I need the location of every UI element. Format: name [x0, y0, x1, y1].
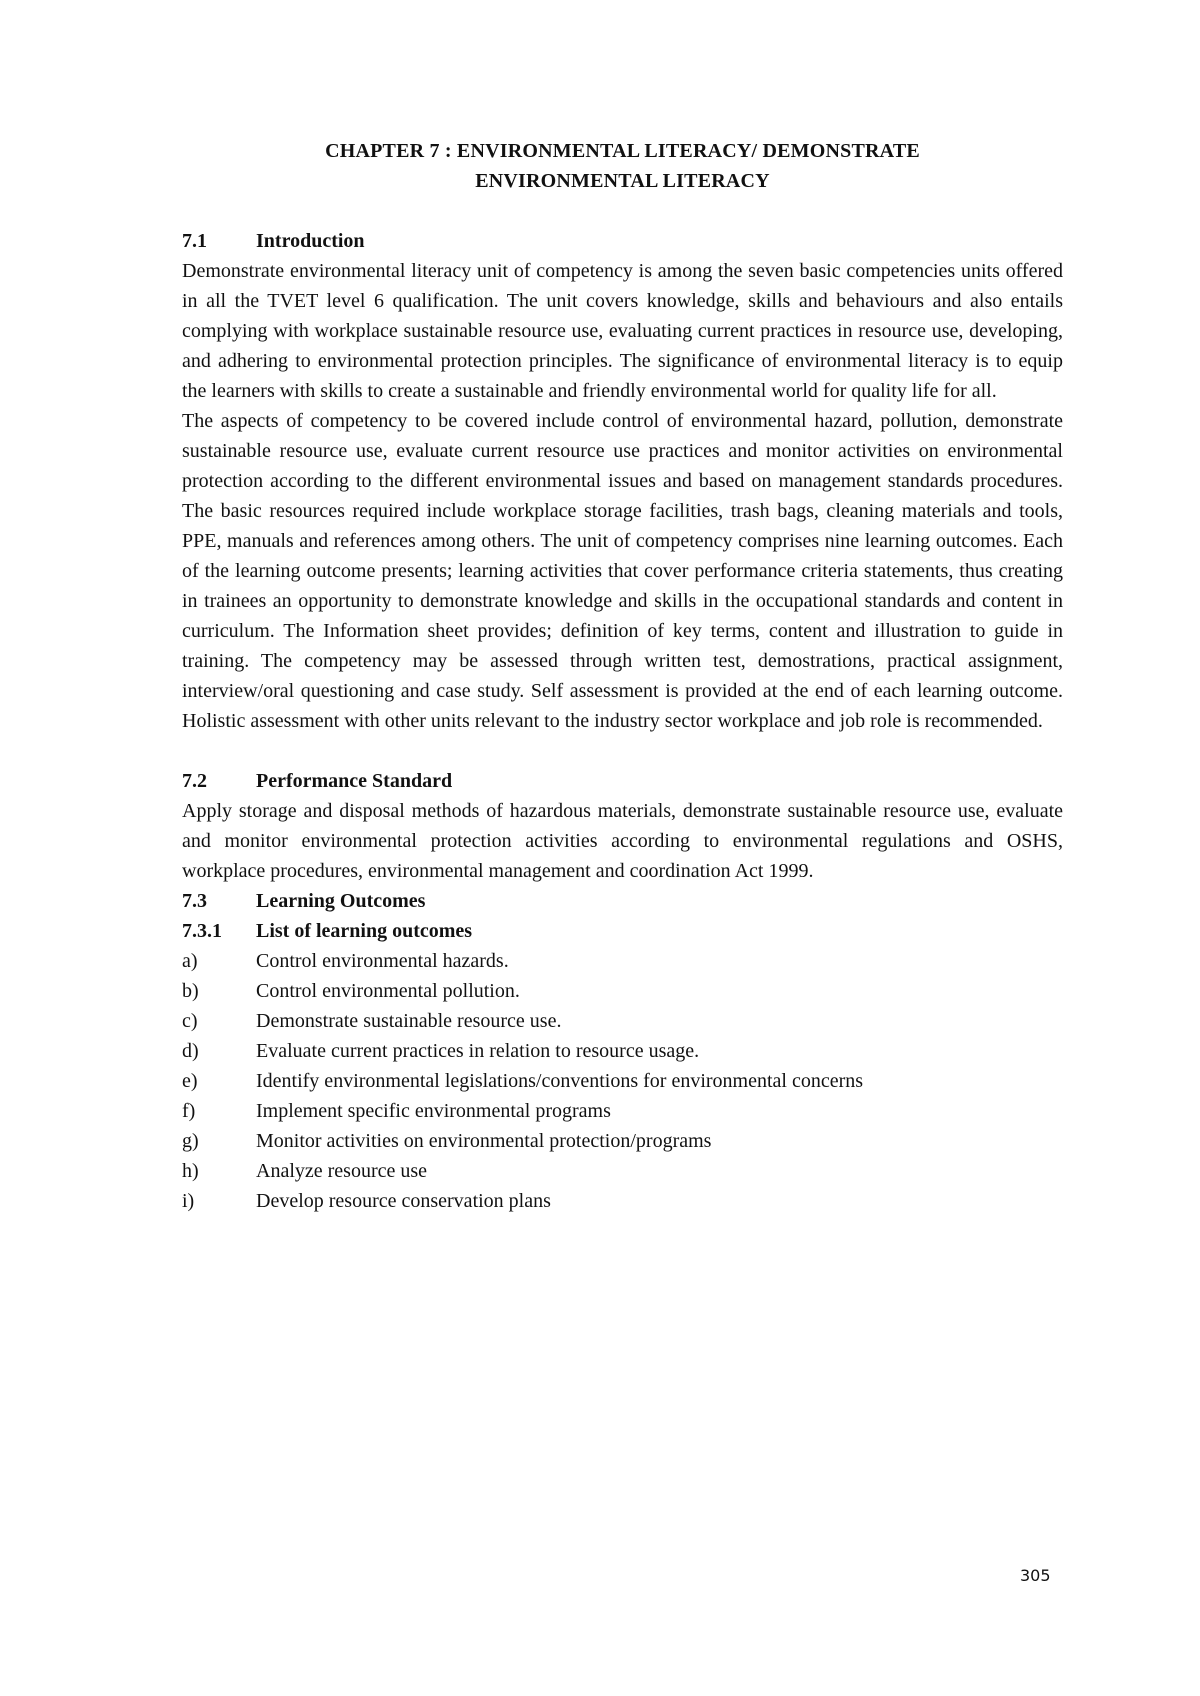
chapter-title-line-1: CHAPTER 7 : ENVIRONMENTAL LITERACY/ DEMONSTRATE — [325, 140, 920, 162]
section-number: 7.3 — [182, 890, 207, 912]
list-item-text: Control environmental hazards. — [256, 950, 509, 972]
list-item — [182, 1186, 1063, 1216]
list-item-text: Control environmental pollution. — [256, 980, 520, 1002]
list-marker: c) — [182, 1010, 198, 1032]
list-item — [182, 1006, 1063, 1036]
list-item-text: Monitor activities on environmental protection/programs — [256, 1130, 712, 1152]
section-number: 7.2 — [182, 770, 207, 792]
subsection-number: 7.3.1 — [182, 920, 222, 942]
document-page — [182, 136, 1063, 1216]
list-marker: h) — [182, 1160, 199, 1182]
intro-paragraph-1: Demonstrate environmental literacy unit of competency is among the seven basic competencies units offered in all the TVET level 6 qualification. The unit covers knowledge, skills and behaviours and also entails complying with workplace sustainable resource use, evaluating current practices in resource use, developing, and adhering to environmental protection principles. The significance of environmental literacy is to equip the learners with skills to create a sustainable and friendly environmental world for quality life for all. — [182, 260, 1063, 402]
list-marker: f) — [182, 1100, 196, 1122]
list-marker: e) — [182, 1070, 198, 1092]
list-item-text: Evaluate current practices in relation to resource usage. — [256, 1040, 700, 1062]
list-marker: g) — [182, 1130, 199, 1152]
list-item — [182, 1126, 1063, 1156]
list-marker: a) — [182, 950, 198, 972]
section-heading-performance-standard — [182, 766, 1063, 796]
list-item-text: Identify environmental legislations/conventions for environmental concerns — [256, 1070, 864, 1092]
section-heading-learning-outcomes — [182, 886, 1063, 916]
subsection-heading-list-of-learning-outcomes — [182, 916, 1063, 946]
chapter-title — [182, 136, 1063, 196]
list-item — [182, 1096, 1063, 1126]
performance-standard-paragraph: Apply storage and disposal methods of hazardous materials, demonstrate sustainable resource use, evaluate and monitor environmental protection activities according to environmental regulations and OSHS, workplace procedures, environmental management and coordination Act 1999. — [182, 800, 1063, 882]
spacer — [182, 736, 1063, 766]
chapter-title-line-2: ENVIRONMENTAL LITERACY — [475, 170, 770, 192]
list-item — [182, 1156, 1063, 1186]
list-item-text: Demonstrate sustainable resource use. — [256, 1010, 562, 1032]
list-item — [182, 1036, 1063, 1066]
list-item-text: Develop resource conservation plans — [256, 1190, 551, 1212]
section-heading-introduction — [182, 226, 1063, 256]
subsection-title: List of learning outcomes — [256, 920, 473, 942]
list-item — [182, 946, 1063, 976]
list-item — [182, 976, 1063, 1006]
list-item-text: Analyze resource use — [256, 1160, 428, 1182]
list-item-text: Implement specific environmental programs — [256, 1100, 611, 1122]
list-marker: i) — [182, 1190, 195, 1212]
learning-outcomes-list — [182, 946, 1063, 1216]
section-title: Performance Standard — [256, 770, 453, 792]
section-title: Introduction — [256, 230, 365, 252]
section-number: 7.1 — [182, 230, 207, 252]
intro-paragraph-2: The aspects of competency to be covered include control of environmental hazard, pollution, demonstrate sustainable resource use, evaluate current resource use practices and monitor activities on environmental protection according to the different environmental issues and based on management standards procedures. The basic resources required include workplace storage facilities, trash bags, cleaning materials and tools, PPE, manuals and references among others. The unit of competency comprises nine learning outcomes. Each of the learning outcome presents; learning activities that cover performance criteria statements, thus creating in trainees an opportunity to demonstrate knowledge and skills in the occupational standards and content in curriculum. The Information sheet provides; definition of key terms, content and illustration to guide in training. The competency may be assessed through written test, demostrations, practical assignment, interview/oral questioning and case study. Self assessment is provided at the end of each learning outcome. Holistic assessment with other units relevant to the industry sector workplace and job role is recommended. — [182, 410, 1063, 732]
list-item — [182, 1066, 1063, 1096]
list-marker: b) — [182, 980, 199, 1002]
page-number: 305 — [1020, 1566, 1051, 1585]
section-title: Learning Outcomes — [256, 890, 426, 912]
list-marker: d) — [182, 1040, 199, 1062]
